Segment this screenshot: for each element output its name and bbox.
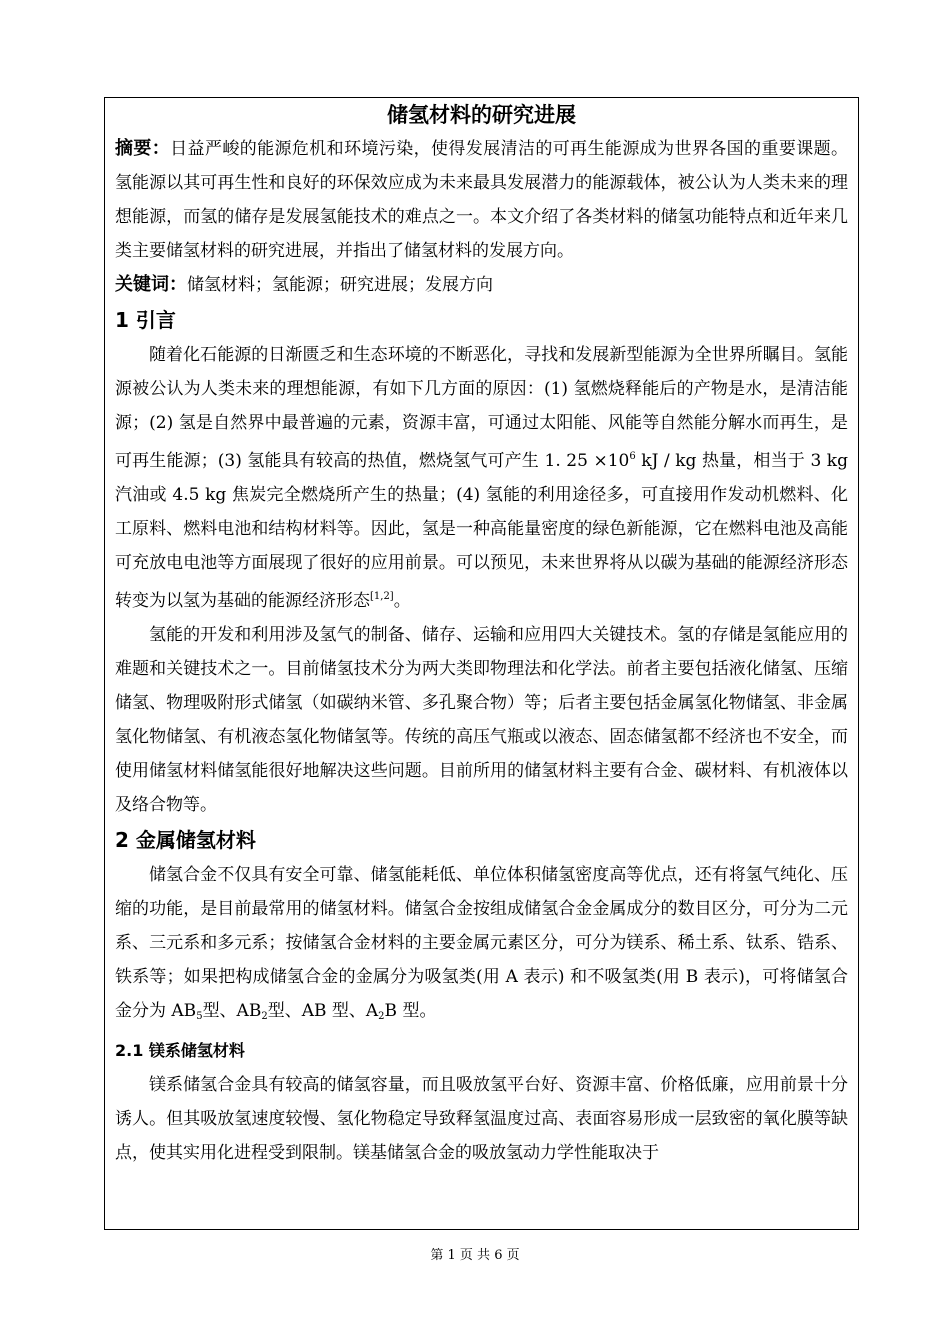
section-2-paragraph-1	[115, 858, 848, 1034]
section-2-1-heading: 2.1 镁系储氢材料	[115, 1041, 245, 1060]
text-run: kJ / kg 热量，相当于 3 kg 汽油或 4.5 kg 焦炭完全燃烧所产生的热量；(4) 氢能的利用途径多，可直接用作发动机燃料、化工原料、燃料电池和结构材料等。因此，氢是一种高能量密度的绿色新能源，它在燃料电池及高能可充放电电池等方面展现了很好的应用前景。可以预见，未来世界将从以碳为基础的能源经济形态转变为以氢为基础的能源经济形态	[115, 451, 848, 611]
keywords	[115, 268, 848, 302]
section-1-paragraph-1	[115, 338, 848, 618]
abstract	[115, 132, 848, 268]
page-frame	[104, 97, 859, 1230]
text-run: 型、AB 型、A	[267, 1001, 379, 1021]
subscript: 2	[378, 1011, 385, 1022]
page-footer: 第 1 页 共 6 页	[430, 1248, 520, 1263]
citation: [1,2]	[370, 591, 394, 602]
page-title: 储氢材料的研究进展	[387, 103, 576, 127]
section-2-1-paragraph-1: 镁系储氢合金具有较高的储氢容量，而且吸放氢平台好、资源丰富、价格低廉，应用前景十分诱人。但其吸放氢速度较慢、氢化物稳定导致释氢温度过高、表面容易形成一层致密的氧化膜等缺点，使其实用化进程受到限制。镁基储氢合金的吸放氢动力学性能取决于	[115, 1075, 848, 1163]
text-run: B 型。	[384, 1001, 437, 1021]
superscript: 6	[629, 451, 636, 462]
text-run: 随着化石能源的日渐匮乏和生态环境的不断恶化，寻找和发展新型能源为全世界所瞩目。氢能源被公认为人类未来的理想能源，有如下几方面的原因：(1) 氢燃烧释能后的产物是水，是清洁能源；(2) 氢是自然界中最普遍的元素，资源丰富，可通过太阳能、风能等自然能分解水而再生，是可再生能源；(3) 氢能具有较高的热值，燃烧氢气可产生 1. 25 ×10	[115, 345, 848, 471]
abstract-text: 日益严峻的能源危机和环境污染，使得发展清洁的可再生能源成为世界各国的重要课题。氢能源以其可再生性和良好的环保效应成为未来最具发展潜力的能源载体，被公认为人类未来的理想能源，而氢的储存是发展氢能技术的难点之一。本文介绍了各类材料的储氢功能特点和近年来几类主要储氢材料的研究进展，并指出了储氢材料的发展方向。	[115, 139, 848, 261]
text-run: 。	[393, 591, 411, 611]
section-2-heading: 2 金属储氢材料	[115, 828, 256, 852]
keywords-label: 关键词：	[115, 274, 187, 295]
subscript: 2	[261, 1011, 268, 1022]
section-1-paragraph-2: 氢能的开发和利用涉及氢气的制备、储存、运输和应用四大关键技术。氢的存储是氢能应用的难题和关键技术之一。目前储氢技术分为两大类即物理法和化学法。前者主要包括液化储氢、压缩储氢、物理吸附形式储氢（如碳纳米管、多孔聚合物）等；后者主要包括金属氢化物储氢、非金属氢化物储氢、有机液态氢化物储氢等。传统的高压气瓶或以液态、固态储氢都不经济也不安全，而使用储氢材料储氢能很好地解决这些问题。目前所用的储氢材料主要有合金、碳材料、有机液体以及络合物等。	[115, 625, 848, 815]
subscript: 5	[196, 1011, 203, 1022]
abstract-label: 摘要：	[115, 138, 171, 159]
keywords-text: 储氢材料；氢能源；研究进展；发展方向	[187, 275, 493, 295]
content	[105, 98, 858, 1170]
text-run: 储氢合金不仅具有安全可靠、储氢能耗低、单位体积储氢密度高等优点，还有将氢气纯化、压缩的功能，是目前最常用的储氢材料。储氢合金按组成储氢合金金属成分的数目区分，可分为二元系、三元系和多元系；按储氢合金材料的主要金属元素区分，可分为镁系、稀土系、钛系、锆系、铁系等；如果把构成储氢合金的金属分为吸氢类(用 A 表示) 和不吸氢类(用 B 表示)，可将储氢合金分为 AB	[115, 865, 848, 1021]
section-1-heading: 1 引言	[115, 308, 176, 332]
text-run: 型、AB	[202, 1001, 262, 1021]
